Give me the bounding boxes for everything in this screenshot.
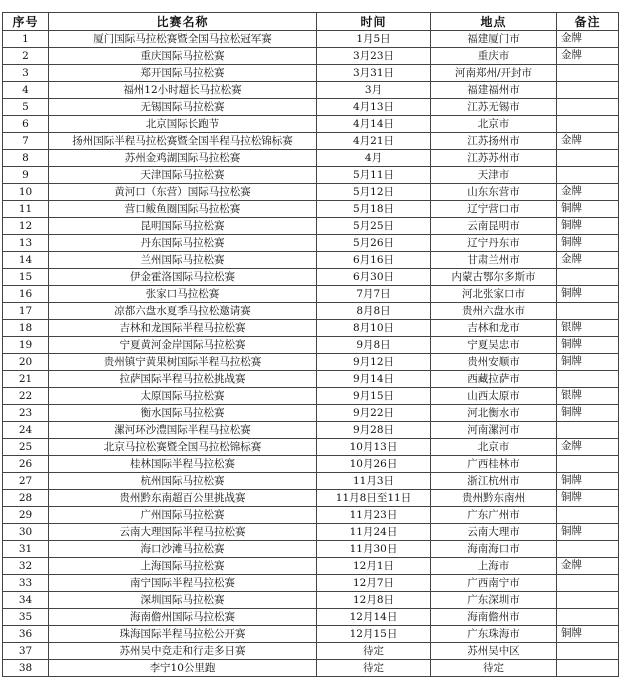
race-note: 金牌 — [557, 133, 619, 150]
race-note: 金牌 — [557, 439, 619, 456]
table-row — [3, 388, 619, 405]
race-date: 12月15日 — [317, 626, 431, 643]
race-name: 贵州黔东南超百公里挑战赛 — [49, 490, 317, 507]
race-note — [557, 303, 619, 320]
race-note — [557, 99, 619, 116]
race-location: 云南昆明市 — [431, 218, 557, 235]
row-index: 8 — [3, 150, 49, 167]
race-date: 待定 — [317, 643, 431, 660]
race-name: 郑开国际马拉松赛 — [49, 65, 317, 82]
race-location: 云南大理市 — [431, 524, 557, 541]
race-date: 6月30日 — [317, 269, 431, 286]
row-index: 24 — [3, 422, 49, 439]
race-name: 桂林国际半程马拉松赛 — [49, 456, 317, 473]
race-name: 北京马拉松赛暨全国马拉松锦标赛 — [49, 439, 317, 456]
row-index: 26 — [3, 456, 49, 473]
race-date: 3月31日 — [317, 65, 431, 82]
race-note — [557, 507, 619, 524]
race-location: 江苏无锡市 — [431, 99, 557, 116]
race-name: 苏州金鸡湖国际马拉松赛 — [49, 150, 317, 167]
race-location: 福建厦门市 — [431, 31, 557, 48]
race-note: 铜牌 — [557, 286, 619, 303]
row-index: 27 — [3, 473, 49, 490]
race-date: 12月1日 — [317, 558, 431, 575]
race-name: 扬州国际半程马拉松赛暨全国半程马拉松锦标赛 — [49, 133, 317, 150]
row-index: 37 — [3, 643, 49, 660]
race-name: 吉林和龙国际半程马拉松赛 — [49, 320, 317, 337]
row-index: 34 — [3, 592, 49, 609]
table-row — [3, 405, 619, 422]
table-row — [3, 541, 619, 558]
race-name: 重庆国际马拉松赛 — [49, 48, 317, 65]
row-index: 25 — [3, 439, 49, 456]
race-name: 海南儋州国际马拉松赛 — [49, 609, 317, 626]
table-row — [3, 303, 619, 320]
row-index: 10 — [3, 184, 49, 201]
race-name: 广州国际马拉松赛 — [49, 507, 317, 524]
table-row — [3, 320, 619, 337]
race-note — [557, 660, 619, 677]
table-row — [3, 575, 619, 592]
race-name: 贵州镇宁黄果树国际半程马拉松赛 — [49, 354, 317, 371]
table-row — [3, 626, 619, 643]
race-note: 铜牌 — [557, 405, 619, 422]
race-note — [557, 269, 619, 286]
table-row — [3, 65, 619, 82]
race-note: 金牌 — [557, 184, 619, 201]
row-index: 20 — [3, 354, 49, 371]
race-note — [557, 592, 619, 609]
table-row — [3, 150, 619, 167]
header-note: 备注 — [557, 13, 619, 31]
race-date: 9月8日 — [317, 337, 431, 354]
race-location: 浙江杭州市 — [431, 473, 557, 490]
race-location: 贵州安顺市 — [431, 354, 557, 371]
race-name: 丹东国际马拉松赛 — [49, 235, 317, 252]
row-index: 33 — [3, 575, 49, 592]
row-index: 15 — [3, 269, 49, 286]
race-note: 金牌 — [557, 31, 619, 48]
row-index: 9 — [3, 167, 49, 184]
race-name: 南宁国际半程马拉松赛 — [49, 575, 317, 592]
row-index: 18 — [3, 320, 49, 337]
row-index: 32 — [3, 558, 49, 575]
race-location: 广东珠海市 — [431, 626, 557, 643]
race-note: 铜牌 — [557, 201, 619, 218]
race-date: 10月26日 — [317, 456, 431, 473]
race-date: 4月13日 — [317, 99, 431, 116]
table-row — [3, 99, 619, 116]
race-location: 广西南宁市 — [431, 575, 557, 592]
race-date: 12月14日 — [317, 609, 431, 626]
race-location: 海南海口市 — [431, 541, 557, 558]
race-name: 漯河环沙澧国际半程马拉松赛 — [49, 422, 317, 439]
race-note — [557, 371, 619, 388]
race-name: 凉都六盘水夏季马拉松邀请赛 — [49, 303, 317, 320]
race-name: 北京国际长跑节 — [49, 116, 317, 133]
row-index: 35 — [3, 609, 49, 626]
race-location: 吉林和龙市 — [431, 320, 557, 337]
table-row — [3, 201, 619, 218]
table-row — [3, 354, 619, 371]
race-name: 厦门国际马拉松赛暨全国马拉松冠军赛 — [49, 31, 317, 48]
race-location: 内蒙古鄂尔多斯市 — [431, 269, 557, 286]
race-name: 珠海国际半程马拉松公开赛 — [49, 626, 317, 643]
race-location: 河北衡水市 — [431, 405, 557, 422]
header-index: 序号 — [3, 13, 49, 31]
race-date: 5月11日 — [317, 167, 431, 184]
table-row — [3, 133, 619, 150]
race-note — [557, 541, 619, 558]
table-row — [3, 473, 619, 490]
table-row — [3, 609, 619, 626]
row-index: 16 — [3, 286, 49, 303]
race-date: 9月14日 — [317, 371, 431, 388]
race-location: 广东深圳市 — [431, 592, 557, 609]
race-date: 8月8日 — [317, 303, 431, 320]
race-location: 上海市 — [431, 558, 557, 575]
race-location: 海南儋州市 — [431, 609, 557, 626]
race-note — [557, 82, 619, 99]
race-date: 11月8日至11日 — [317, 490, 431, 507]
row-index: 23 — [3, 405, 49, 422]
race-location: 山东东营市 — [431, 184, 557, 201]
race-note — [557, 575, 619, 592]
race-note — [557, 65, 619, 82]
table-body — [3, 31, 619, 677]
table-row — [3, 167, 619, 184]
row-index: 4 — [3, 82, 49, 99]
row-index: 2 — [3, 48, 49, 65]
race-name: 兰州国际马拉松赛 — [49, 252, 317, 269]
table-row — [3, 116, 619, 133]
race-note: 银牌 — [557, 320, 619, 337]
table-row — [3, 48, 619, 65]
race-location: 广西桂林市 — [431, 456, 557, 473]
race-name: 海口沙滩马拉松赛 — [49, 541, 317, 558]
table-row — [3, 643, 619, 660]
race-location: 广东广州市 — [431, 507, 557, 524]
race-date: 6月16日 — [317, 252, 431, 269]
race-note: 铜牌 — [557, 354, 619, 371]
race-note: 铜牌 — [557, 626, 619, 643]
table-row — [3, 31, 619, 48]
race-note — [557, 422, 619, 439]
table-row — [3, 558, 619, 575]
row-index: 22 — [3, 388, 49, 405]
row-index: 28 — [3, 490, 49, 507]
race-date: 12月7日 — [317, 575, 431, 592]
row-index: 31 — [3, 541, 49, 558]
race-location: 河南漯河市 — [431, 422, 557, 439]
row-index: 7 — [3, 133, 49, 150]
race-name: 杭州国际马拉松赛 — [49, 473, 317, 490]
header-date: 时间 — [317, 13, 431, 31]
race-name: 太原国际马拉松赛 — [49, 388, 317, 405]
race-note: 金牌 — [557, 558, 619, 575]
race-note: 银牌 — [557, 388, 619, 405]
race-name: 宁夏黄河金岸国际马拉松赛 — [49, 337, 317, 354]
race-location: 北京市 — [431, 439, 557, 456]
race-location: 重庆市 — [431, 48, 557, 65]
table-row — [3, 660, 619, 677]
header-location: 地点 — [431, 13, 557, 31]
table-row — [3, 82, 619, 99]
race-location: 辽宁营口市 — [431, 201, 557, 218]
race-location: 贵州六盘水市 — [431, 303, 557, 320]
race-name: 衡水国际马拉松赛 — [49, 405, 317, 422]
race-note — [557, 456, 619, 473]
race-location: 西藏拉萨市 — [431, 371, 557, 388]
race-date: 4月21日 — [317, 133, 431, 150]
race-date: 11月3日 — [317, 473, 431, 490]
race-location: 宁夏吴忠市 — [431, 337, 557, 354]
table-row — [3, 456, 619, 473]
race-note — [557, 609, 619, 626]
race-date: 9月12日 — [317, 354, 431, 371]
race-date: 10月13日 — [317, 439, 431, 456]
race-date: 11月24日 — [317, 524, 431, 541]
row-index: 21 — [3, 371, 49, 388]
row-index: 30 — [3, 524, 49, 541]
race-location: 福建福州市 — [431, 82, 557, 99]
race-date: 9月15日 — [317, 388, 431, 405]
table-row — [3, 235, 619, 252]
row-index: 12 — [3, 218, 49, 235]
race-note: 金牌 — [557, 252, 619, 269]
race-location: 天津市 — [431, 167, 557, 184]
race-name: 上海国际马拉松赛 — [49, 558, 317, 575]
race-name: 拉萨国际半程马拉松挑战赛 — [49, 371, 317, 388]
race-location: 河北张家口市 — [431, 286, 557, 303]
race-note — [557, 643, 619, 660]
race-note: 铜牌 — [557, 473, 619, 490]
race-date: 12月8日 — [317, 592, 431, 609]
race-name: 营口鲅鱼圈国际马拉松赛 — [49, 201, 317, 218]
race-note: 铜牌 — [557, 524, 619, 541]
race-location: 贵州黔东南州 — [431, 490, 557, 507]
race-name: 深圳国际马拉松赛 — [49, 592, 317, 609]
table-row — [3, 218, 619, 235]
table-row — [3, 490, 619, 507]
race-name: 李宁10公里跑 — [49, 660, 317, 677]
race-name: 张家口马拉松赛 — [49, 286, 317, 303]
race-note — [557, 116, 619, 133]
race-date: 9月22日 — [317, 405, 431, 422]
race-note — [557, 150, 619, 167]
table-row — [3, 337, 619, 354]
row-index: 6 — [3, 116, 49, 133]
row-index: 17 — [3, 303, 49, 320]
race-date: 5月12日 — [317, 184, 431, 201]
race-location: 甘肃兰州市 — [431, 252, 557, 269]
race-date: 3月23日 — [317, 48, 431, 65]
race-date: 11月23日 — [317, 507, 431, 524]
race-date: 7月7日 — [317, 286, 431, 303]
marathon-schedule-table — [2, 12, 619, 677]
header-race-name: 比赛名称 — [49, 13, 317, 31]
table-row — [3, 524, 619, 541]
table-row — [3, 422, 619, 439]
race-date: 4月 — [317, 150, 431, 167]
race-name: 无锡国际马拉松赛 — [49, 99, 317, 116]
row-index: 1 — [3, 31, 49, 48]
race-location: 江苏扬州市 — [431, 133, 557, 150]
race-date: 5月26日 — [317, 235, 431, 252]
race-note: 铜牌 — [557, 218, 619, 235]
table-row — [3, 439, 619, 456]
race-location: 河南郑州/开封市 — [431, 65, 557, 82]
table-row — [3, 592, 619, 609]
race-name: 昆明国际马拉松赛 — [49, 218, 317, 235]
header-row — [3, 13, 619, 31]
race-date: 4月14日 — [317, 116, 431, 133]
table-row — [3, 184, 619, 201]
race-location: 北京市 — [431, 116, 557, 133]
race-date: 1月5日 — [317, 31, 431, 48]
race-name: 苏州吴中竞走和行走多日赛 — [49, 643, 317, 660]
race-name: 天津国际马拉松赛 — [49, 167, 317, 184]
table-row — [3, 371, 619, 388]
race-location: 待定 — [431, 660, 557, 677]
table-row — [3, 286, 619, 303]
race-location: 江苏苏州市 — [431, 150, 557, 167]
row-index: 11 — [3, 201, 49, 218]
race-note: 铜牌 — [557, 337, 619, 354]
race-date: 9月28日 — [317, 422, 431, 439]
row-index: 19 — [3, 337, 49, 354]
race-note — [557, 167, 619, 184]
race-name: 云南大理国际半程马拉松赛 — [49, 524, 317, 541]
race-name: 伊金霍洛国际马拉松赛 — [49, 269, 317, 286]
race-note: 铜牌 — [557, 490, 619, 507]
race-location: 辽宁丹东市 — [431, 235, 557, 252]
race-date: 5月25日 — [317, 218, 431, 235]
row-index: 29 — [3, 507, 49, 524]
table-row — [3, 507, 619, 524]
row-index: 38 — [3, 660, 49, 677]
race-location: 山西太原市 — [431, 388, 557, 405]
race-date: 8月10日 — [317, 320, 431, 337]
race-date: 5月18日 — [317, 201, 431, 218]
race-date: 11月30日 — [317, 541, 431, 558]
race-date: 3月 — [317, 82, 431, 99]
race-date: 待定 — [317, 660, 431, 677]
race-name: 黄河口（东营）国际马拉松赛 — [49, 184, 317, 201]
row-index: 14 — [3, 252, 49, 269]
row-index: 13 — [3, 235, 49, 252]
race-name: 福州12小时超长马拉松赛 — [49, 82, 317, 99]
race-note: 金牌 — [557, 48, 619, 65]
table-row — [3, 269, 619, 286]
table-row — [3, 252, 619, 269]
row-index: 3 — [3, 65, 49, 82]
row-index: 36 — [3, 626, 49, 643]
race-location: 苏州吴中区 — [431, 643, 557, 660]
row-index: 5 — [3, 99, 49, 116]
race-note: 铜牌 — [557, 235, 619, 252]
